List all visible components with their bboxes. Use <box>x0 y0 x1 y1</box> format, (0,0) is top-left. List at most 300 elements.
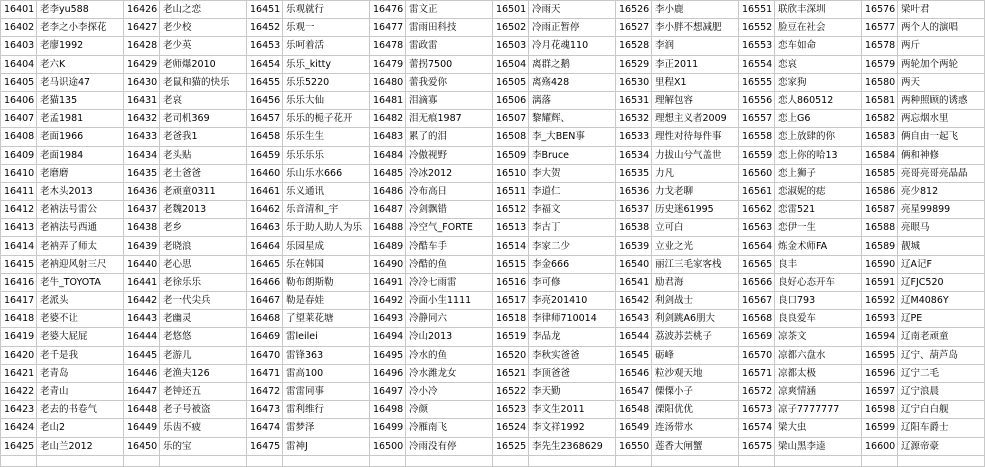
nickname-cell[interactable]: 良好心态开车 <box>775 273 862 291</box>
nickname-cell[interactable]: 老司机369 <box>160 110 247 128</box>
nickname-cell[interactable]: 冷酷的鱼 <box>406 255 493 273</box>
id-cell[interactable]: 16428 <box>124 37 160 55</box>
nickname-cell[interactable]: 雷锋363 <box>283 346 370 364</box>
id-cell[interactable]: 16536 <box>616 182 652 200</box>
nickname-cell[interactable]: 傈傈小子 <box>652 382 739 400</box>
id-cell[interactable]: 16461 <box>247 182 283 200</box>
id-cell[interactable]: 16455 <box>247 73 283 91</box>
id-cell[interactable]: 16451 <box>247 1 283 19</box>
nickname-cell[interactable]: 老廖1992 <box>37 37 124 55</box>
id-cell[interactable]: 16584 <box>862 146 898 164</box>
id-cell[interactable]: 16492 <box>370 292 406 310</box>
nickname-cell[interactable]: 老少英 <box>160 37 247 55</box>
nickname-cell[interactable]: 恋上G6 <box>775 110 862 128</box>
id-cell[interactable]: 16564 <box>739 237 775 255</box>
nickname-cell[interactable]: 老面1984 <box>37 146 124 164</box>
nickname-cell[interactable]: 李Bruce <box>529 146 616 164</box>
id-cell[interactable]: 16577 <box>862 19 898 37</box>
nickname-cell[interactable]: 雷政雷 <box>406 37 493 55</box>
nickname-cell[interactable]: 辽宁、葫芦岛 <box>898 346 985 364</box>
id-cell[interactable]: 16575 <box>739 437 775 455</box>
nickname-cell[interactable]: 乐义通讯 <box>283 182 370 200</box>
id-cell[interactable]: 16425 <box>1 437 37 455</box>
id-cell[interactable]: 16462 <box>247 201 283 219</box>
nickname-cell[interactable]: 老头贴 <box>160 146 247 164</box>
empty-cell[interactable] <box>529 455 616 466</box>
id-cell[interactable]: 16561 <box>739 182 775 200</box>
id-cell[interactable]: 16549 <box>616 419 652 437</box>
nickname-cell[interactable]: 李正2011 <box>652 55 739 73</box>
nickname-cell[interactable]: 冷山2013 <box>406 328 493 346</box>
nickname-cell[interactable]: 良口793 <box>775 292 862 310</box>
id-cell[interactable]: 16597 <box>862 382 898 400</box>
nickname-cell[interactable]: 冷空气_FORTE <box>406 219 493 237</box>
id-cell[interactable]: 16469 <box>247 328 283 346</box>
nickname-cell[interactable]: 两忘烟水里 <box>898 110 985 128</box>
nickname-cell[interactable]: 恋上狮子 <box>775 164 862 182</box>
nickname-cell[interactable]: 老悠悠 <box>160 328 247 346</box>
nickname-cell[interactable]: 理想主义者2009 <box>652 110 739 128</box>
id-cell[interactable]: 16432 <box>124 110 160 128</box>
id-cell[interactable]: 16460 <box>247 164 283 182</box>
id-cell[interactable]: 16557 <box>739 110 775 128</box>
nickname-cell[interactable]: 恋车如命 <box>775 37 862 55</box>
id-cell[interactable]: 16514 <box>493 237 529 255</box>
id-cell[interactable]: 16525 <box>493 437 529 455</box>
id-cell[interactable]: 16556 <box>739 91 775 109</box>
nickname-cell[interactable]: 恋哀 <box>775 55 862 73</box>
nickname-cell[interactable]: 辽FJC520 <box>898 273 985 291</box>
id-cell[interactable]: 16547 <box>616 382 652 400</box>
id-cell[interactable]: 16516 <box>493 273 529 291</box>
id-cell[interactable]: 16418 <box>1 310 37 328</box>
nickname-cell[interactable]: 老幽灵 <box>160 310 247 328</box>
id-cell[interactable]: 16522 <box>493 382 529 400</box>
nickname-cell[interactable]: 老鼠和猫的快乐 <box>160 73 247 91</box>
nickname-cell[interactable]: 老哀 <box>160 91 247 109</box>
nickname-cell[interactable]: 老婆不让 <box>37 310 124 328</box>
nickname-cell[interactable]: 辽宁浪晨 <box>898 382 985 400</box>
id-cell[interactable]: 16524 <box>493 419 529 437</box>
nickname-cell[interactable]: 老山2 <box>37 419 124 437</box>
id-cell[interactable]: 16479 <box>370 55 406 73</box>
id-cell[interactable]: 16423 <box>1 401 37 419</box>
id-cell[interactable]: 16430 <box>124 73 160 91</box>
nickname-cell[interactable]: 亮少812 <box>898 182 985 200</box>
nickname-cell[interactable]: 凉都太极 <box>775 364 862 382</box>
nickname-cell[interactable]: 李文祥1992 <box>529 419 616 437</box>
id-cell[interactable]: 16472 <box>247 382 283 400</box>
nickname-cell[interactable]: 历史迷61995 <box>652 201 739 219</box>
id-cell[interactable]: 16515 <box>493 255 529 273</box>
id-cell[interactable]: 16534 <box>616 146 652 164</box>
id-cell[interactable]: 16588 <box>862 219 898 237</box>
nickname-cell[interactable]: 李大贺 <box>529 164 616 182</box>
nickname-cell[interactable]: 励君海 <box>652 273 739 291</box>
nickname-cell[interactable]: 老徐乐乐 <box>160 273 247 291</box>
nickname-cell[interactable]: 两种照顾的诱惑 <box>898 91 985 109</box>
nickname-cell[interactable]: 老子号被盗 <box>160 401 247 419</box>
id-cell[interactable]: 16475 <box>247 437 283 455</box>
nickname-cell[interactable]: 冷雨没有停 <box>406 437 493 455</box>
id-cell[interactable]: 16454 <box>247 55 283 73</box>
id-cell[interactable]: 16403 <box>1 37 37 55</box>
id-cell[interactable]: 16464 <box>247 237 283 255</box>
id-cell[interactable]: 16596 <box>862 364 898 382</box>
id-cell[interactable]: 16580 <box>862 73 898 91</box>
nickname-cell[interactable]: 炼金术师FA <box>775 237 862 255</box>
id-cell[interactable]: 16586 <box>862 182 898 200</box>
id-cell[interactable]: 16406 <box>1 91 37 109</box>
id-cell[interactable]: 16599 <box>862 419 898 437</box>
id-cell[interactable]: 16528 <box>616 37 652 55</box>
nickname-cell[interactable]: 亮眼马 <box>898 219 985 237</box>
id-cell[interactable]: 16504 <box>493 55 529 73</box>
nickname-cell[interactable]: 老钟还五 <box>160 382 247 400</box>
nickname-cell[interactable]: 李小鹿 <box>652 1 739 19</box>
nickname-cell[interactable]: 乐观就行 <box>283 1 370 19</box>
nickname-cell[interactable]: 了望莱花塘 <box>283 310 370 328</box>
id-cell[interactable]: 16511 <box>493 182 529 200</box>
id-cell[interactable]: 16541 <box>616 273 652 291</box>
nickname-cell[interactable]: 李古丁 <box>529 219 616 237</box>
nickname-cell[interactable]: 李小胖不想减肥 <box>652 19 739 37</box>
id-cell[interactable]: 16503 <box>493 37 529 55</box>
nickname-cell[interactable]: 老渔夫126 <box>160 364 247 382</box>
id-cell[interactable]: 16563 <box>739 219 775 237</box>
id-cell[interactable]: 16443 <box>124 310 160 328</box>
id-cell[interactable]: 16535 <box>616 164 652 182</box>
id-cell[interactable]: 16533 <box>616 128 652 146</box>
nickname-cell[interactable]: 丽江三毛家客栈 <box>652 255 739 273</box>
nickname-cell[interactable]: 李律师710014 <box>529 310 616 328</box>
nickname-cell[interactable]: 里程X1 <box>652 73 739 91</box>
id-cell[interactable]: 16579 <box>862 55 898 73</box>
nickname-cell[interactable]: 离群之鹅 <box>529 55 616 73</box>
nickname-cell[interactable]: 累了的泪 <box>406 128 493 146</box>
nickname-cell[interactable]: 雷梦泽 <box>283 419 370 437</box>
nickname-cell[interactable]: 李福文 <box>529 201 616 219</box>
nickname-cell[interactable]: 恋上你的哈13 <box>775 146 862 164</box>
id-cell[interactable]: 16405 <box>1 73 37 91</box>
nickname-cell[interactable]: 老李之小李探花 <box>37 19 124 37</box>
nickname-cell[interactable]: 乐的宝 <box>160 437 247 455</box>
nickname-cell[interactable]: 漓落 <box>529 91 616 109</box>
nickname-cell[interactable]: 冷傲视野 <box>406 146 493 164</box>
nickname-cell[interactable]: 冷静同六 <box>406 310 493 328</box>
empty-cell[interactable] <box>160 455 247 466</box>
nickname-cell[interactable]: 凉都六盘水 <box>775 346 862 364</box>
nickname-cell[interactable]: 辽源帝豪 <box>898 437 985 455</box>
id-cell[interactable]: 16505 <box>493 73 529 91</box>
id-cell[interactable]: 16493 <box>370 310 406 328</box>
id-cell[interactable]: 16486 <box>370 182 406 200</box>
nickname-cell[interactable]: 莲香大闸蟹 <box>652 437 739 455</box>
nickname-cell[interactable]: 老面1966 <box>37 128 124 146</box>
nickname-cell[interactable]: 老衲法号西通 <box>37 219 124 237</box>
id-cell[interactable]: 16491 <box>370 273 406 291</box>
id-cell[interactable]: 16474 <box>247 419 283 437</box>
nickname-cell[interactable]: 恋伊一生 <box>775 219 862 237</box>
id-cell[interactable]: 16550 <box>616 437 652 455</box>
id-cell[interactable]: 16530 <box>616 73 652 91</box>
empty-cell[interactable] <box>406 455 493 466</box>
nickname-cell[interactable]: 荔波苏芸桃子 <box>652 328 739 346</box>
nickname-cell[interactable]: 脸豆在社会 <box>775 19 862 37</box>
id-cell[interactable]: 16531 <box>616 91 652 109</box>
id-cell[interactable]: 16424 <box>1 419 37 437</box>
nickname-cell[interactable]: 老心思 <box>160 255 247 273</box>
id-cell[interactable]: 16587 <box>862 201 898 219</box>
nickname-cell[interactable]: 辽南老顽童 <box>898 328 985 346</box>
id-cell[interactable]: 16484 <box>370 146 406 164</box>
nickname-cell[interactable]: 凉爽情涵 <box>775 382 862 400</box>
id-cell[interactable]: 16567 <box>739 292 775 310</box>
nickname-cell[interactable]: 俩自由一起飞 <box>898 128 985 146</box>
nickname-cell[interactable]: 利剑跳A6朋大 <box>652 310 739 328</box>
id-cell[interactable]: 16429 <box>124 55 160 73</box>
id-cell[interactable]: 16527 <box>616 19 652 37</box>
nickname-cell[interactable]: 老少校 <box>160 19 247 37</box>
nickname-cell[interactable]: 老游儿 <box>160 346 247 364</box>
id-cell[interactable]: 16573 <box>739 401 775 419</box>
nickname-cell[interactable]: 冷布高日 <box>406 182 493 200</box>
id-cell[interactable]: 16467 <box>247 292 283 310</box>
nickname-cell[interactable]: 老衲法号雷公 <box>37 201 124 219</box>
id-cell[interactable]: 16513 <box>493 219 529 237</box>
empty-cell[interactable] <box>1 455 37 466</box>
nickname-cell[interactable]: 老派头 <box>37 292 124 310</box>
id-cell[interactable]: 16438 <box>124 219 160 237</box>
nickname-cell[interactable]: 老土爸爸 <box>160 164 247 182</box>
nickname-cell[interactable]: 乐山乐水666 <box>283 164 370 182</box>
id-cell[interactable]: 16476 <box>370 1 406 19</box>
id-cell[interactable]: 16543 <box>616 310 652 328</box>
nickname-cell[interactable]: 连汤带水 <box>652 419 739 437</box>
id-cell[interactable]: 16508 <box>493 128 529 146</box>
id-cell[interactable]: 16497 <box>370 382 406 400</box>
id-cell[interactable]: 16529 <box>616 55 652 73</box>
id-cell[interactable]: 16414 <box>1 237 37 255</box>
id-cell[interactable]: 16509 <box>493 146 529 164</box>
empty-cell[interactable] <box>124 455 160 466</box>
nickname-cell[interactable]: 梁叶君 <box>898 1 985 19</box>
id-cell[interactable]: 16552 <box>739 19 775 37</box>
nickname-cell[interactable]: 力拔山兮气盖世 <box>652 146 739 164</box>
id-cell[interactable]: 16470 <box>247 346 283 364</box>
nickname-cell[interactable]: 老木头2013 <box>37 182 124 200</box>
id-cell[interactable]: 16545 <box>616 346 652 364</box>
nickname-cell[interactable]: 理性对待每件事 <box>652 128 739 146</box>
nickname-cell[interactable]: 老磨磨 <box>37 164 124 182</box>
nickname-cell[interactable]: 乐乐乐乐 <box>283 146 370 164</box>
nickname-cell[interactable]: 李顶爸爸 <box>529 364 616 382</box>
nickname-cell[interactable]: 乐乐生生 <box>283 128 370 146</box>
id-cell[interactable]: 16422 <box>1 382 37 400</box>
id-cell[interactable]: 16485 <box>370 164 406 182</box>
nickname-cell[interactable]: 老婆大屁屁 <box>37 328 124 346</box>
nickname-cell[interactable]: 李先生2368629 <box>529 437 616 455</box>
nickname-cell[interactable]: 冷雨天 <box>529 1 616 19</box>
nickname-cell[interactable]: 李秋实爸爸 <box>529 346 616 364</box>
id-cell[interactable]: 16589 <box>862 237 898 255</box>
id-cell[interactable]: 16459 <box>247 146 283 164</box>
nickname-cell[interactable]: 老牛_TOYOTA <box>37 273 124 291</box>
id-cell[interactable]: 16465 <box>247 255 283 273</box>
id-cell[interactable]: 16578 <box>862 37 898 55</box>
empty-cell[interactable] <box>283 455 370 466</box>
nickname-cell[interactable]: 冷面小生1111 <box>406 292 493 310</box>
id-cell[interactable]: 16583 <box>862 128 898 146</box>
id-cell[interactable]: 16517 <box>493 292 529 310</box>
id-cell[interactable]: 16544 <box>616 328 652 346</box>
nickname-cell[interactable]: 李文生2011 <box>529 401 616 419</box>
id-cell[interactable]: 16480 <box>370 73 406 91</box>
nickname-cell[interactable]: 黎耀辉、 <box>529 110 616 128</box>
id-cell[interactable]: 16456 <box>247 91 283 109</box>
id-cell[interactable]: 16441 <box>124 273 160 291</box>
nickname-cell[interactable]: 老衲弄了师太 <box>37 237 124 255</box>
id-cell[interactable]: 16595 <box>862 346 898 364</box>
nickname-cell[interactable]: 老千是我 <box>37 346 124 364</box>
id-cell[interactable]: 16452 <box>247 19 283 37</box>
nickname-cell[interactable]: 李亮201410 <box>529 292 616 310</box>
nickname-cell[interactable]: 老猫135 <box>37 91 124 109</box>
id-cell[interactable]: 16546 <box>616 364 652 382</box>
nickname-cell[interactable]: 乐观一 <box>283 19 370 37</box>
nickname-cell[interactable]: 辽宁白白舰 <box>898 401 985 419</box>
nickname-cell[interactable]: 立业之光 <box>652 237 739 255</box>
id-cell[interactable]: 16600 <box>862 437 898 455</box>
empty-cell[interactable] <box>862 455 898 466</box>
nickname-cell[interactable]: 雷雷同事 <box>283 382 370 400</box>
empty-cell[interactable] <box>775 455 862 466</box>
id-cell[interactable]: 16591 <box>862 273 898 291</box>
id-cell[interactable]: 16413 <box>1 219 37 237</box>
nickname-cell[interactable]: 溧阳优优 <box>652 401 739 419</box>
id-cell[interactable]: 16521 <box>493 364 529 382</box>
nickname-cell[interactable]: 李可修 <box>529 273 616 291</box>
id-cell[interactable]: 16559 <box>739 146 775 164</box>
nickname-cell[interactable]: 冷水的鱼 <box>406 346 493 364</box>
nickname-cell[interactable]: 老晓浪 <box>160 237 247 255</box>
id-cell[interactable]: 16401 <box>1 1 37 19</box>
id-cell[interactable]: 16408 <box>1 128 37 146</box>
empty-cell[interactable] <box>37 455 124 466</box>
id-cell[interactable]: 16431 <box>124 91 160 109</box>
nickname-cell[interactable]: 乐乐的栀子花开 <box>283 110 370 128</box>
id-cell[interactable]: 16590 <box>862 255 898 273</box>
nickname-cell[interactable]: 老一代尖兵 <box>160 292 247 310</box>
id-cell[interactable]: 16538 <box>616 219 652 237</box>
nickname-cell[interactable]: 冷颜 <box>406 401 493 419</box>
nickname-cell[interactable]: 梁山黑李逵 <box>775 437 862 455</box>
id-cell[interactable]: 16495 <box>370 346 406 364</box>
id-cell[interactable]: 16449 <box>124 419 160 437</box>
id-cell[interactable]: 16507 <box>493 110 529 128</box>
nickname-cell[interactable]: 雷雨田科技 <box>406 19 493 37</box>
nickname-cell[interactable]: 老青岛 <box>37 364 124 382</box>
nickname-cell[interactable]: 恋雷521 <box>775 201 862 219</box>
nickname-cell[interactable]: 老衲迎风射三尺 <box>37 255 124 273</box>
id-cell[interactable]: 16437 <box>124 201 160 219</box>
id-cell[interactable]: 16450 <box>124 437 160 455</box>
nickname-cell[interactable]: 勒布朗斯勒 <box>283 273 370 291</box>
id-cell[interactable]: 16593 <box>862 310 898 328</box>
id-cell[interactable]: 16487 <box>370 201 406 219</box>
id-cell[interactable]: 16421 <box>1 364 37 382</box>
nickname-cell[interactable]: 两个人的演唱 <box>898 19 985 37</box>
id-cell[interactable]: 16510 <box>493 164 529 182</box>
nickname-cell[interactable]: 力戈老聊 <box>652 182 739 200</box>
nickname-cell[interactable]: 老青山 <box>37 382 124 400</box>
nickname-cell[interactable]: 李润 <box>652 37 739 55</box>
id-cell[interactable]: 16594 <box>862 328 898 346</box>
id-cell[interactable]: 16446 <box>124 364 160 382</box>
id-cell[interactable]: 16572 <box>739 382 775 400</box>
id-cell[interactable]: 16518 <box>493 310 529 328</box>
nickname-cell[interactable]: 泪滴寡 <box>406 91 493 109</box>
empty-cell[interactable] <box>247 455 283 466</box>
id-cell[interactable]: 16407 <box>1 110 37 128</box>
nickname-cell[interactable]: 老山兰2012 <box>37 437 124 455</box>
id-cell[interactable]: 16548 <box>616 401 652 419</box>
nickname-cell[interactable]: 雷文正 <box>406 1 493 19</box>
nickname-cell[interactable]: 亮星99899 <box>898 201 985 219</box>
nickname-cell[interactable]: 泪无痕1987 <box>406 110 493 128</box>
id-cell[interactable]: 16482 <box>370 110 406 128</box>
id-cell[interactable]: 16417 <box>1 292 37 310</box>
empty-cell[interactable] <box>739 455 775 466</box>
id-cell[interactable]: 16512 <box>493 201 529 219</box>
nickname-cell[interactable]: 雷利维行 <box>283 401 370 419</box>
nickname-cell[interactable]: 雷神J <box>283 437 370 455</box>
nickname-cell[interactable]: 力凡 <box>652 164 739 182</box>
id-cell[interactable]: 16442 <box>124 292 160 310</box>
id-cell[interactable]: 16463 <box>247 219 283 237</box>
nickname-cell[interactable]: 乐呵着活 <box>283 37 370 55</box>
id-cell[interactable]: 16523 <box>493 401 529 419</box>
id-cell[interactable]: 16574 <box>739 419 775 437</box>
id-cell[interactable]: 16481 <box>370 91 406 109</box>
nickname-cell[interactable]: 恋淑妮的痣 <box>775 182 862 200</box>
nickname-cell[interactable]: 理解包容 <box>652 91 739 109</box>
nickname-cell[interactable]: 乐音清和_宇 <box>283 201 370 219</box>
nickname-cell[interactable]: 老马识途47 <box>37 73 124 91</box>
id-cell[interactable]: 16498 <box>370 401 406 419</box>
nickname-cell[interactable]: 李道仁 <box>529 182 616 200</box>
nickname-cell[interactable]: 冷水潍龙女 <box>406 364 493 382</box>
nickname-cell[interactable]: 俩和神修 <box>898 146 985 164</box>
id-cell[interactable]: 16540 <box>616 255 652 273</box>
id-cell[interactable]: 16537 <box>616 201 652 219</box>
nickname-cell[interactable]: 李天勤 <box>529 382 616 400</box>
id-cell[interactable]: 16532 <box>616 110 652 128</box>
nickname-cell[interactable]: 联欣丰深圳 <box>775 1 862 19</box>
id-cell[interactable]: 16415 <box>1 255 37 273</box>
nickname-cell[interactable]: 老爸我1 <box>160 128 247 146</box>
id-cell[interactable]: 16571 <box>739 364 775 382</box>
id-cell[interactable]: 16542 <box>616 292 652 310</box>
empty-cell[interactable] <box>898 455 985 466</box>
id-cell[interactable]: 16435 <box>124 164 160 182</box>
id-cell[interactable]: 16477 <box>370 19 406 37</box>
nickname-cell[interactable]: 两斤 <box>898 37 985 55</box>
nickname-cell[interactable]: 辽PE <box>898 310 985 328</box>
id-cell[interactable]: 16420 <box>1 346 37 364</box>
nickname-cell[interactable]: 乐乐大仙 <box>283 91 370 109</box>
nickname-cell[interactable]: 老山之恋 <box>160 1 247 19</box>
